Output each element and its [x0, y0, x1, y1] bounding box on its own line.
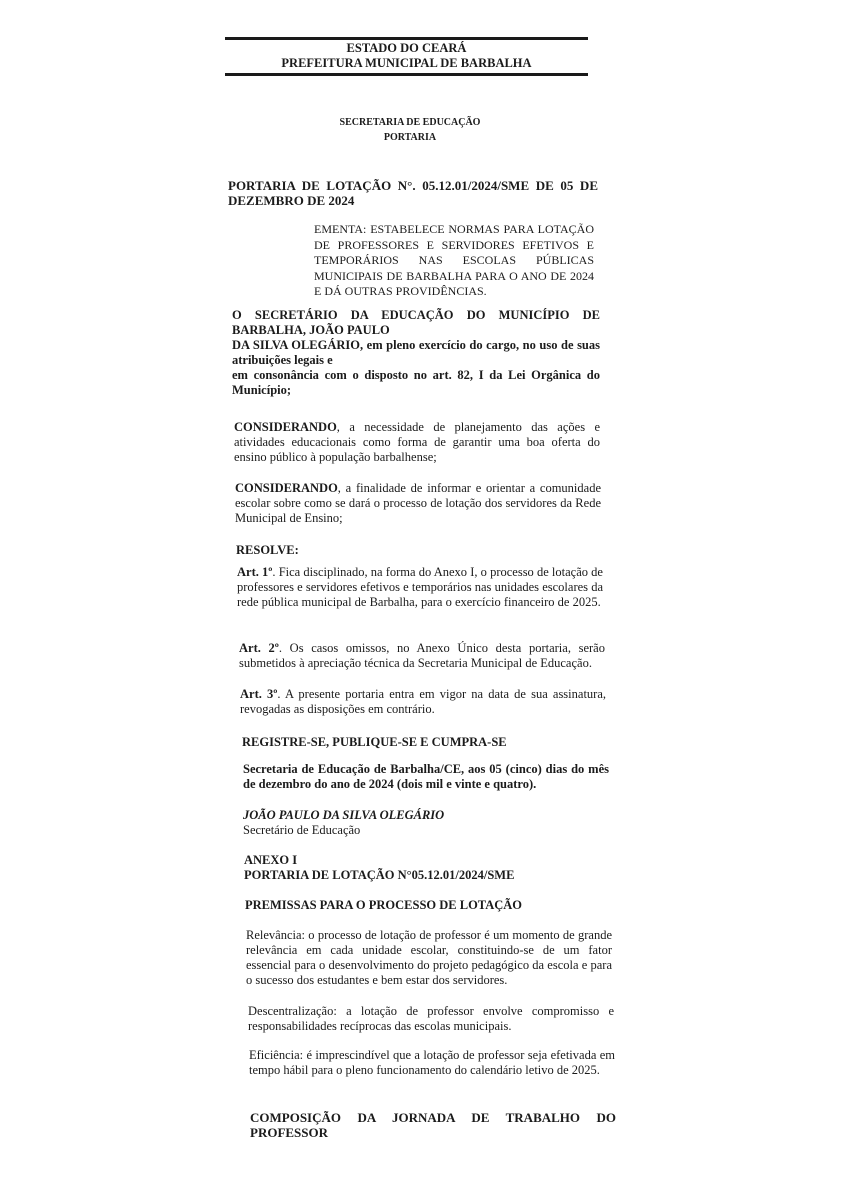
signature-block: [243, 808, 444, 838]
preamble: [232, 308, 600, 398]
closing-date: Secretaria de Educação de Barbalha/CE, aos 05 (cinco) dias do mês de dezembro do ano de 2024 (dois mil e vinte e quatro).: [243, 762, 609, 791]
premise-eficiencia: Eficiência: é imprescindível que a lotação de professor seja efetivada em tempo hábil para o pleno funcionamento do calendário letivo de 2025.: [249, 1048, 615, 1077]
secretaria-header: [300, 115, 520, 145]
portaria-label: PORTARIA: [383, 132, 437, 143]
annex-label: ANEXO I: [244, 853, 298, 867]
considerando-2-text: , a finalidade de informar e orientar a comunidade escolar sobre como se dará o processo de lotação dos servidores da Rede Municipal de Ensino;: [235, 481, 601, 525]
article-1: [237, 565, 603, 610]
secretaria-name: SECRETARIA DE EDUCAÇÃO: [339, 117, 481, 128]
composition-heading: COMPOSIÇÃO DA JORNADA DE TRABALHO DO PROFESSOR: [250, 1110, 616, 1140]
article-3-label: Art. 3º: [240, 687, 278, 701]
header-top-rule: [225, 37, 588, 40]
annex-title: PORTARIA DE LOTAÇÃO N°05.12.01/2024/SME: [244, 868, 515, 882]
preamble-line-1: O SECRETÁRIO DA EDUCAÇÃO DO MUNICÍPIO DE BARBALHA, JOÃO PAULO: [232, 308, 600, 337]
considerando-2: [235, 481, 601, 526]
signatory-name: JOÃO PAULO DA SILVA OLEGÁRIO: [243, 808, 445, 822]
preamble-line-2: DA SILVA OLEGÁRIO, em pleno exercício do cargo, no uso de suas atribuições legais e: [232, 338, 600, 367]
premissas-heading: PREMISSAS PARA O PROCESSO DE LOTAÇÃO: [245, 898, 523, 912]
article-3: [240, 687, 606, 717]
portaria-title: PORTARIA DE LOTAÇÃO N°. 05.12.01/2024/SME DE 05 DE DEZEMBRO DE 2024: [228, 178, 598, 208]
considerando-2-label: CONSIDERANDO: [235, 481, 338, 495]
resolve-heading: RESOLVE:: [236, 543, 299, 557]
registre-publique: REGISTRE-SE, PUBLIQUE-SE E CUMPRA-SE: [242, 735, 507, 749]
header-bottom-rule: [225, 73, 588, 76]
ementa: EMENTA: ESTABELECE NORMAS PARA LOTAÇÃO DE PROFESSORES E SERVIDORES EFETIVOS E TEMPORÁRIOS NAS ESCOLAS PÚBLICAS MUNICIPAIS DE BARBALHA PARA O ANO DE 2024 E DÁ OUTRAS PROVIDÊNCIAS.: [314, 222, 594, 298]
considerando-1-text: , a necessidade de planejamento das ações e atividades educacionais como forma de garantir uma boa oferta do ensino público à população barbalhense;: [234, 420, 600, 464]
premise-descentralizacao: Descentralização: a lotação de professor envolve compromisso e responsabilidades recíprocas das escolas municipais.: [248, 1004, 614, 1033]
article-1-text: . Fica disciplinado, na forma do Anexo I, o processo de lotação de professores e servidores efetivos e temporários nas unidades escolares da rede pública municipal de Barbalha, para o exercício financeiro de 2025.: [237, 565, 603, 609]
state-name: ESTADO DO CEARÁ: [346, 41, 467, 55]
article-2: [239, 641, 605, 671]
article-3-text: . A presente portaria entra em vigor na data de sua assinatura, revogadas as disposições em contrário.: [240, 687, 607, 716]
preamble-line-3: em consonância com o disposto no art. 82, I da Lei Orgânica do Município;: [232, 368, 600, 397]
premise-relevancia: Relevância: o processo de lotação de professor é um momento de grande relevância em cada unidade escolar, constituindo-se de um fator essencial para o desenvolvimento do projeto pedagógico da escola e para o sucesso dos estudantes e bem estar dos servidores.: [246, 928, 612, 987]
signatory-role: Secretário de Educação: [243, 823, 361, 837]
article-1-label: Art. 1º: [237, 565, 273, 579]
state-header: [225, 41, 588, 71]
article-2-text: . Os casos omissos, no Anexo Único desta portaria, serão submetidos à apreciação técnica da Secretaria Municipal de Educação.: [239, 641, 605, 670]
considerando-1: [234, 420, 600, 465]
article-2-label: Art. 2º: [239, 641, 279, 655]
prefeitura-name: PREFEITURA MUNICIPAL DE BARBALHA: [281, 56, 532, 70]
considerando-1-label: CONSIDERANDO: [234, 420, 337, 434]
annex-heading: [244, 853, 514, 883]
